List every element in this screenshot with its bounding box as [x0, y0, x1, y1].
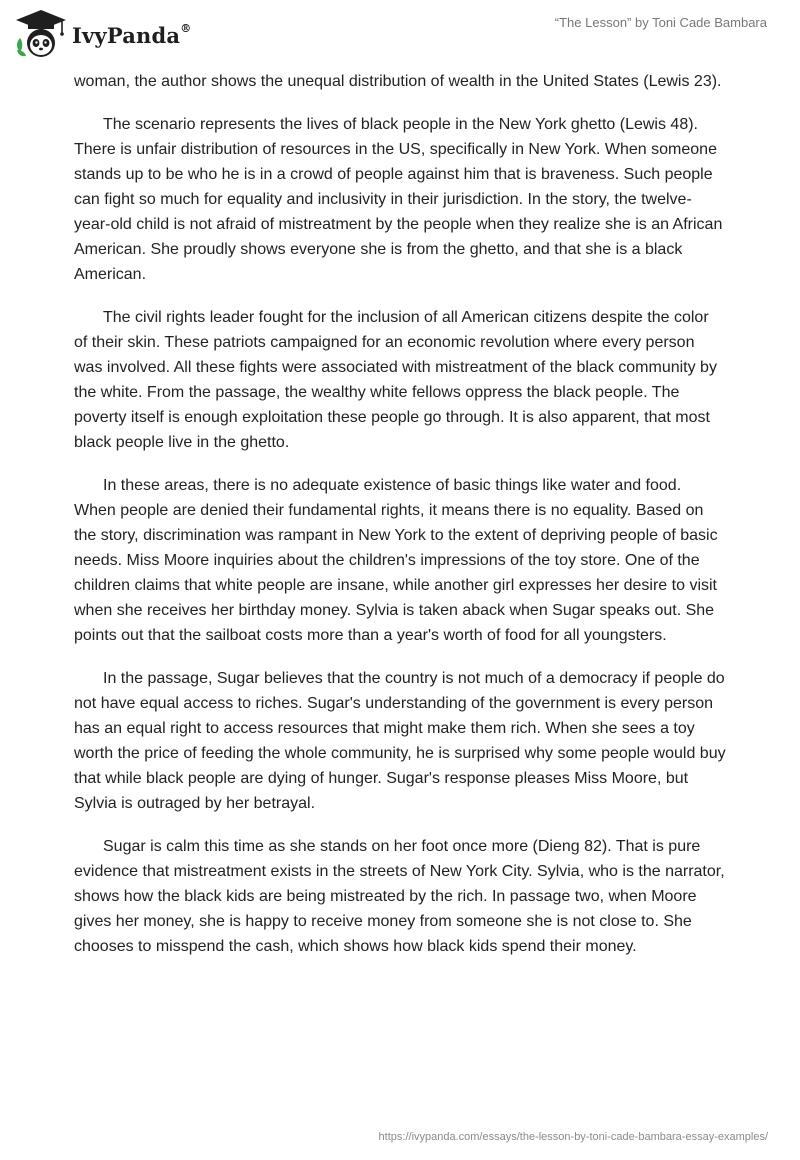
ivypanda-logo[interactable]: [14, 8, 191, 60]
brand-name: [72, 23, 191, 48]
document-title: “The Lesson” by Toni Cade Bambara: [554, 15, 767, 30]
paragraph: woman, the author shows the unequal distribution of wealth in the United States (Lewis 23).: [74, 73, 722, 90]
paragraph: The civil rights leader fought for the inclusion of all American citizens despite the color of their skin. These patriots campaigned for an economic revolution where every person was involved. All these fights were associated with mistreatment of the black community by the white. From the passage, the wealthy white fellows oppress the black people. The poverty itself is enough exploitation these people go through. It is also apparent, that most black people live in the ghetto.: [74, 309, 717, 451]
paragraph: The scenario represents the lives of black people in the New York ghetto (Lewis 48). There is unfair distribution of resources in the US, specifically in New York. When someone stands up to be who he is in a crowd of people against him that is braveness. Such people can fight so much for equality and inclusivity in their jurisdiction. In the story, the twelve-year-old child is not afraid of mistreatment by the people when they realize she is an African American. She proudly shows everyone she is from the ghetto, and that she is a black American.: [74, 116, 723, 283]
panda-graduation-cap-icon: [14, 8, 68, 60]
paragraph: In the passage, Sugar believes that the country is not much of a democracy if people do not have equal access to riches. Sugar's understanding of the government is every person has an equal right to access resources that might make them rich. When she sees a toy worth the price of feeding the whole community, he is surprised why some people would buy that while black people are dying of hunger. Sugar's response pleases Miss Moore, but Sylvia is outraged by her betrayal.: [74, 670, 726, 812]
page-header: [0, 0, 800, 70]
paragraph: In these areas, there is no adequate existence of basic things like water and food. When people are denied their fundamental rights, it means there is no equality. Based on the story, discrimination was rampant in New York to the extent of depriving people of basic needs. Miss Moore inquiries about the children's impressions of the toy store. One of the children claims that white people are insane, while another girl expresses her desire to visit when she receives her birthday money. Sylvia is taken aback when Sugar speaks out. She points out that the sailboat costs more than a year's worth of food for all youngsters.: [74, 477, 718, 644]
registered-mark: ®: [180, 21, 192, 35]
brand-name-text: IvyPanda: [72, 22, 181, 48]
essay-body: [74, 69, 726, 977]
source-url[interactable]: https://ivypanda.com/essays/the-lesson-by-toni-cade-bambara-essay-examples/: [378, 1131, 768, 1143]
paragraph: Sugar is calm this time as she stands on her foot once more (Dieng 82). That is pure evidence that mistreatment exists in the streets of New York City. Sylvia, who is the narrator, shows how the black kids are being mistreated by the rich. In passage two, when Moore gives her money, she is happy to receive money from someone she is not close to. She chooses to misspend the cash, which shows how black kids spend their money.: [74, 838, 725, 955]
